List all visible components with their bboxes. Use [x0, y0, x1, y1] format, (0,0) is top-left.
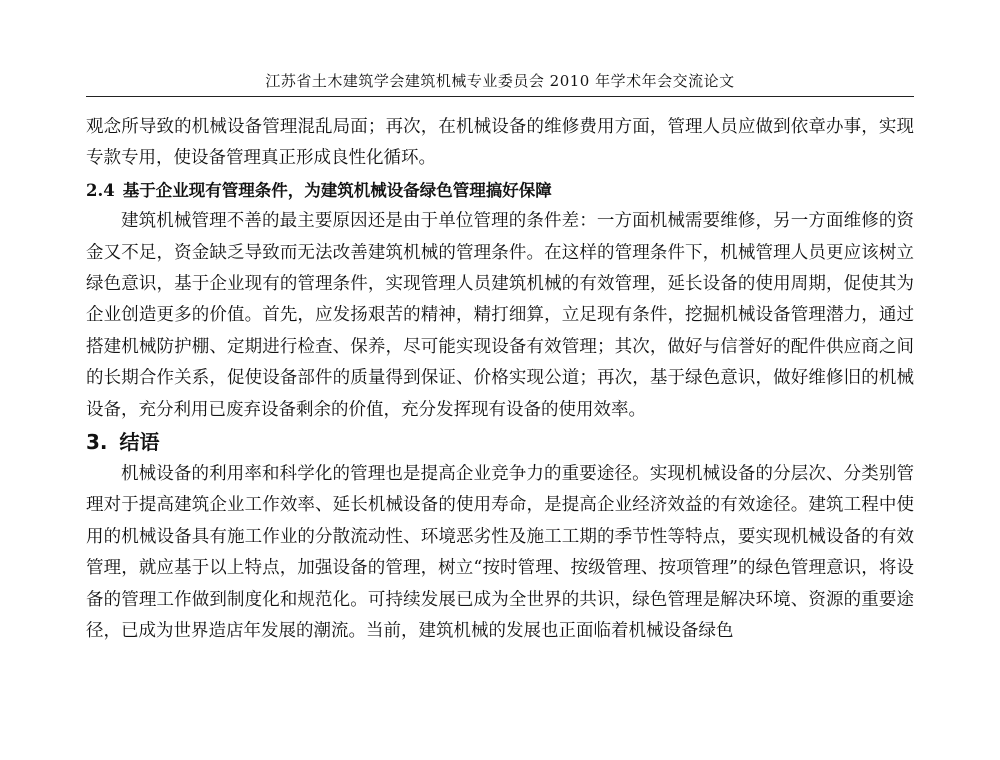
section-heading-3	[86, 426, 914, 459]
running-header: 江苏省土木建筑学会建筑机械专业委员会 2010 年学术年会交流论文	[265, 72, 735, 90]
section-heading-2-4	[86, 175, 914, 206]
paragraph-section-2-4: 建筑机械管理不善的最主要原因还是由于单位管理的条件差：一方面机械需要维修，另一方面维修的资金又不足，资金缺乏导致而无法改善建筑机械的管理条件。在这样的管理条件下，机械管理人员更应该树立绿色意识，基于企业现有的管理条件，实现管理人员建筑机械的有效管理，延长设备的使用周期，促使其为企业创造更多的价值。首先，应发扬艰苦的精神，精打细算，立足现有条件，挖掘机械设备管理潜力，通过搭建机械防护棚、定期进行检查、保养，尽可能实现设备有效管理；其次，做好与信誉好的配件供应商之间的长期合作关系，促使设备部件的质量得到保证、价格实现公道；再次，基于绿色意识，做好维修旧的机械设备，充分利用已废弃设备剩余的价值，充分发挥现有设备的使用效率。	[86, 211, 914, 420]
paragraph-continued: 观念所导致的机械设备管理混乱局面；再次，在机械设备的维修费用方面，管理人员应做到依章办事，实现专款专用，使设备管理真正形成良性化循环。	[86, 117, 914, 169]
paragraph-conclusion: 机械设备的利用率和科学化的管理也是提高企业竞争力的重要途径。实现机械设备的分层次、分类别管理对于提高建筑企业工作效率、延长机械设备的使用寿命，是提高企业经济效益的有效途径。建筑工程中使用的机械设备具有施工作业的分散流动性、环境恶劣性及施工工期的季节性等特点，要实现机械设备的有效管理，就应基于以上特点，加强设备的管理，树立“按时管理、按级管理、按项管理”的绿色管理意识，将设备的管理工作做到制度化和规范化。可持续发展已成为全世界的共识，绿色管理是解决环境、资源的重要途径，已成为世界造店年发展的潮流。当前，建筑机械的发展也正面临着机械设备绿色	[86, 464, 914, 642]
section-number: 2.4	[86, 180, 115, 200]
section-number: 3.	[86, 430, 108, 455]
page-body	[86, 112, 914, 648]
section-title: 基于企业现有管理条件，为建筑机械设备绿色管理搞好保障	[122, 180, 552, 200]
header-rule	[86, 96, 914, 97]
section-title: 结语	[119, 430, 160, 455]
